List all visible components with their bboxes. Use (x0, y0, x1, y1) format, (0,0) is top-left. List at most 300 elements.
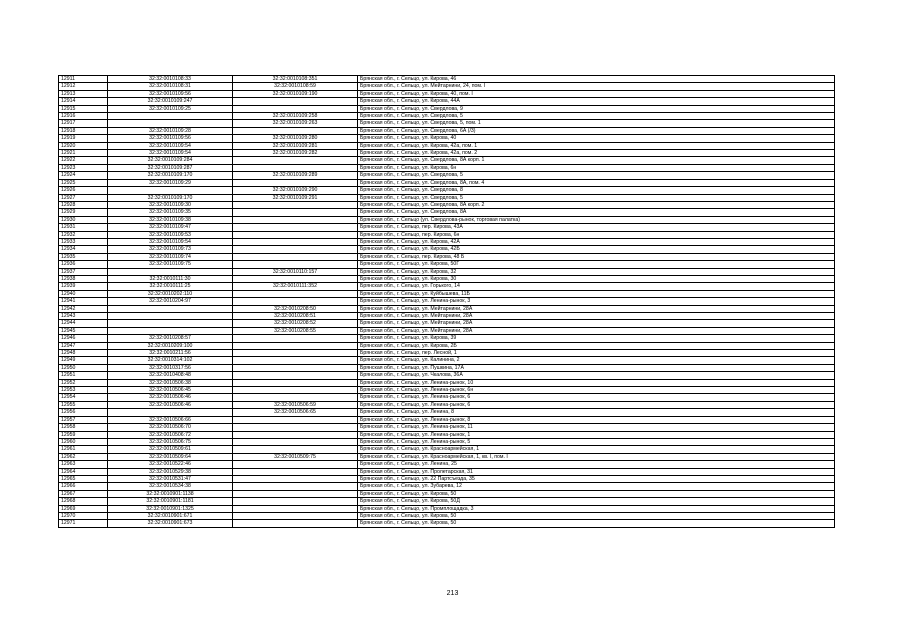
object-cadastral-number-cell (233, 468, 358, 475)
object-cadastral-number-cell (233, 105, 358, 112)
table-row (59, 446, 835, 453)
object-cadastral-number-cell (233, 201, 358, 208)
table-row (59, 150, 835, 157)
table-row (59, 224, 835, 231)
cadastral-number-cell: 32:32:0010522:46 (108, 461, 233, 468)
table-row (59, 179, 835, 186)
cadastral-number-cell: 32:32:0010506:46 (108, 401, 233, 408)
address-cell: Брянская обл., г. Сельцо, ул. Пушкина, 17А (358, 364, 835, 371)
object-cadastral-number-cell (233, 179, 358, 186)
table-row (59, 394, 835, 401)
object-cadastral-number-cell: 32:32:0010509:75 (233, 453, 358, 460)
table-body (59, 76, 835, 528)
object-cadastral-number-cell (233, 253, 358, 260)
row-number-cell: 12952 (59, 379, 108, 386)
table-row (59, 268, 835, 275)
object-cadastral-number-cell (233, 483, 358, 490)
address-cell: Брянская обл., г. Сельцо, пер. Кирова, 43А (358, 224, 835, 231)
address-cell: Брянская обл., г. Сельцо, ул. Мейтарнини, 28А (358, 305, 835, 312)
cadastral-number-cell: 32:32:0010509:64 (108, 453, 233, 460)
address-cell: Брянская обл., г. Сельцо (ул. Свердлова-рынок, торговая палатка) (358, 216, 835, 223)
address-cell: Брянская обл., г. Сельцо, ул. Кирова, 50Д (358, 498, 835, 505)
cadastral-number-cell: 32:32:0010109:170 (108, 172, 233, 179)
table-row (59, 298, 835, 305)
address-cell: Брянская обл., г. Сельцо, ул. Свердлова, 5 (358, 172, 835, 179)
row-number-cell: 12936 (59, 261, 108, 268)
row-number-cell: 12957 (59, 416, 108, 423)
object-cadastral-number-cell (233, 505, 358, 512)
object-cadastral-number-cell (233, 290, 358, 297)
table-row (59, 283, 835, 290)
object-cadastral-number-cell (233, 335, 358, 342)
object-cadastral-number-cell: 32:32:0010109:190 (233, 90, 358, 97)
table-row (59, 305, 835, 312)
address-cell: Брянская обл., г. Сельцо, ул. Кирова, 2Б (358, 342, 835, 349)
table-row (59, 431, 835, 438)
table-row (59, 127, 835, 134)
row-number-cell: 12959 (59, 431, 108, 438)
table-row (59, 416, 835, 423)
object-cadastral-number-cell (233, 438, 358, 445)
object-cadastral-number-cell (233, 127, 358, 134)
address-cell: Брянская обл., г. Сельцо, ул. Кирова, 39 (358, 335, 835, 342)
cadastral-number-cell: 32:32:0010209:100 (108, 342, 233, 349)
table-row (59, 246, 835, 253)
table-row (59, 379, 835, 386)
cadastral-number-cell: 32:32:0010901:671 (108, 512, 233, 519)
object-cadastral-number-cell (233, 475, 358, 482)
table-row (59, 90, 835, 97)
object-cadastral-number-cell: 32:32:0010109:280 (233, 135, 358, 142)
cadastral-number-cell: 32:32:0010109:54 (108, 150, 233, 157)
row-number-cell: 12946 (59, 335, 108, 342)
address-cell: Брянская обл., г. Сельцо, ул. Ленина-рынок, 6н (358, 387, 835, 394)
cadastral-number-cell: 32:32:0010109:284 (108, 157, 233, 164)
row-number-cell: 12940 (59, 290, 108, 297)
row-number-cell: 12925 (59, 179, 108, 186)
table-row (59, 120, 835, 127)
address-cell: Брянская обл., г. Сельцо, ул. Ленина-рынок, 5 (358, 438, 835, 445)
address-cell: Брянская обл., г. Сельцо, ул. Ленина-рынок, 11 (358, 424, 835, 431)
row-number-cell: 12931 (59, 224, 108, 231)
object-cadastral-number-cell (233, 387, 358, 394)
address-cell: Брянская обл., г. Сельцо, ул. Красноармейская, 1, кв. I, пом. I (358, 453, 835, 460)
cadastral-number-cell: 32:32:0010109:73 (108, 246, 233, 253)
table-row (59, 187, 835, 194)
row-number-cell: 12911 (59, 76, 108, 83)
row-number-cell: 12948 (59, 350, 108, 357)
row-number-cell: 12960 (59, 438, 108, 445)
page-number: 213 (446, 590, 459, 597)
table-row (59, 357, 835, 364)
cadastral-number-cell: 32:32:0010109:75 (108, 261, 233, 268)
address-cell: Брянская обл., г. Сельцо, пер. Лесной, 1 (358, 350, 835, 357)
object-cadastral-number-cell: 32:32:0010109:281 (233, 142, 358, 149)
table-row (59, 238, 835, 245)
object-cadastral-number-cell: 32:32:0010108:59 (233, 83, 358, 90)
address-cell: Брянская обл., г. Сельцо, ул. Ленина-рынок, 8 (358, 416, 835, 423)
cadastral-number-cell: 32:32:0010506:75 (108, 438, 233, 445)
object-cadastral-number-cell (233, 298, 358, 305)
address-cell: Брянская обл., г. Сельцо, пер. Кирова, 48 Б (358, 253, 835, 260)
cadastral-number-cell: 32:32:0010109:47 (108, 224, 233, 231)
row-number-cell: 12968 (59, 498, 108, 505)
table-row (59, 164, 835, 171)
object-cadastral-number-cell: 32:32:0010208:50 (233, 305, 358, 312)
object-cadastral-number-cell: 32:32:0010109:282 (233, 150, 358, 157)
address-cell: Брянская обл., г. Сельцо, ул. Ленина-рынок, 6 (358, 401, 835, 408)
address-cell: Брянская обл., г. Сельцо, ул. Ленина, 25 (358, 461, 835, 468)
table-row (59, 83, 835, 90)
address-cell: Брянская обл., г. Сельцо, ул. Свердлова, 8А корп. 1 (358, 157, 835, 164)
cadastral-number-cell: 32:32:0010204:97 (108, 298, 233, 305)
row-number-cell: 12933 (59, 238, 108, 245)
cadastral-number-cell: 32:32:0010506:70 (108, 424, 233, 431)
row-number-cell: 12934 (59, 246, 108, 253)
row-number-cell: 12916 (59, 113, 108, 120)
row-number-cell: 12963 (59, 461, 108, 468)
address-cell: Брянская обл., г. Сельцо, ул. Свердлова, 5, пом. 1 (358, 120, 835, 127)
row-number-cell: 12937 (59, 268, 108, 275)
row-number-cell: 12930 (59, 216, 108, 223)
cadastral-number-cell: 32:32:0010109:74 (108, 253, 233, 260)
row-number-cell: 12942 (59, 305, 108, 312)
object-cadastral-number-cell (233, 520, 358, 527)
object-cadastral-number-cell: 32:32:0010109:263 (233, 120, 358, 127)
cadastral-number-cell: 32:32:0010901:1325 (108, 505, 233, 512)
address-cell: Брянская обл., г. Сельцо, ул. Мейтарнини, 28А (358, 327, 835, 334)
object-cadastral-number-cell: 32:32:0010506:59 (233, 401, 358, 408)
cadastral-number-cell: 32:32:0010506:46 (108, 394, 233, 401)
cadastral-number-cell: 32:32:0010531:47 (108, 475, 233, 482)
cadastral-number-cell: 32:32:0010506:66 (108, 416, 233, 423)
object-cadastral-number-cell: 32:32:0010109:290 (233, 187, 358, 194)
table-row (59, 290, 835, 297)
row-number-cell: 12941 (59, 298, 108, 305)
object-cadastral-number-cell (233, 157, 358, 164)
table-row (59, 468, 835, 475)
address-cell: Брянская обл., г. Сельцо, ул. Свердлова, 8 (358, 187, 835, 194)
table-row (59, 409, 835, 416)
row-number-cell: 12915 (59, 105, 108, 112)
address-cell: Брянская обл., г. Сельцо, ул. Кирова, 44А (358, 98, 835, 105)
object-cadastral-number-cell (233, 224, 358, 231)
row-number-cell: 12965 (59, 475, 108, 482)
address-cell: Брянская обл., г. Сельцо, ул. Кирова, 42Б (358, 246, 835, 253)
row-number-cell: 12932 (59, 231, 108, 238)
table-row (59, 216, 835, 223)
cadastral-number-cell: 32:32:0010317:56 (108, 364, 233, 371)
row-number-cell: 12967 (59, 490, 108, 497)
address-cell: Брянская обл., г. Сельцо, ул. Ленина-рынок, 1 (358, 431, 835, 438)
row-number-cell: 12962 (59, 453, 108, 460)
object-cadastral-number-cell (233, 372, 358, 379)
address-cell: Брянская обл., г. Сельцо, ул. Чкалова, 36А (358, 372, 835, 379)
address-cell: Брянская обл., г. Сельцо, ул. Кирова, 46 (358, 76, 835, 83)
table-row (59, 483, 835, 490)
table-row (59, 520, 835, 527)
row-number-cell: 12912 (59, 83, 108, 90)
table-row (59, 505, 835, 512)
row-number-cell: 12966 (59, 483, 108, 490)
cadastral-number-cell: 32:32:0010529:38 (108, 468, 233, 475)
object-cadastral-number-cell (233, 231, 358, 238)
object-cadastral-number-cell: 32:32:0010208:51 (233, 313, 358, 320)
cadastral-number-cell: 32:32:0010901:673 (108, 520, 233, 527)
cadastral-number-cell (108, 268, 233, 275)
row-number-cell: 12938 (59, 275, 108, 282)
address-cell: Брянская обл., г. Сельцо, ул. Свердлова, 8А, пом. 4 (358, 179, 835, 186)
object-cadastral-number-cell (233, 164, 358, 171)
address-cell: Брянская обл., г. Сельцо, ул. Куйбышева, 11Б (358, 290, 835, 297)
object-cadastral-number-cell: 32:32:0010208:55 (233, 327, 358, 334)
object-cadastral-number-cell (233, 461, 358, 468)
object-cadastral-number-cell (233, 512, 358, 519)
row-number-cell: 12945 (59, 327, 108, 334)
object-cadastral-number-cell (233, 342, 358, 349)
address-cell: Брянская обл., г. Сельцо, ул. Кирова, 50Г (358, 261, 835, 268)
row-number-cell: 12971 (59, 520, 108, 527)
cadastral-number-cell: 32:32:0010506:72 (108, 431, 233, 438)
table-row (59, 438, 835, 445)
row-number-cell: 12943 (59, 313, 108, 320)
object-cadastral-number-cell (233, 490, 358, 497)
cadastral-number-cell: 32:32:0010111:25 (108, 283, 233, 290)
row-number-cell: 12935 (59, 253, 108, 260)
cadastral-number-cell: 32:32:0010534:38 (108, 483, 233, 490)
object-cadastral-number-cell (233, 357, 358, 364)
address-cell: Брянская обл., г. Сельцо, ул. Кирова, 40 (358, 135, 835, 142)
row-number-cell: 12944 (59, 320, 108, 327)
row-number-cell: 12914 (59, 98, 108, 105)
address-cell: Брянская обл., г. Сельцо, ул. Мейтарнини, 24, пом. I (358, 83, 835, 90)
address-cell: Брянская обл., г. Сельцо, ул. Кирова, 50 (358, 490, 835, 497)
address-cell: Брянская обл., г. Сельцо, пер. Кирова, 6н (358, 231, 835, 238)
address-cell: Брянская обл., г. Сельцо, ул. Свердлова, 5 (358, 194, 835, 201)
table-row (59, 342, 835, 349)
cadastral-number-cell (108, 327, 233, 334)
table-row (59, 335, 835, 342)
cadastral-number-cell: 32:32:0010109:56 (108, 90, 233, 97)
address-cell: Брянская обл., г. Сельцо, ул. Зубарева, 12 (358, 483, 835, 490)
table-row (59, 275, 835, 282)
object-cadastral-number-cell (233, 431, 358, 438)
table-row (59, 113, 835, 120)
table-row (59, 512, 835, 519)
object-cadastral-number-cell: 32:32:0010109:258 (233, 113, 358, 120)
row-number-cell: 12951 (59, 372, 108, 379)
object-cadastral-number-cell: 32:32:0010108:351 (233, 76, 358, 83)
object-cadastral-number-cell (233, 446, 358, 453)
table-row (59, 475, 835, 482)
table-row (59, 364, 835, 371)
address-cell: Брянская обл., г. Сельцо, ул. Свердлова, 5 (358, 113, 835, 120)
row-number-cell: 12939 (59, 283, 108, 290)
row-number-cell: 12921 (59, 150, 108, 157)
cadastral-number-cell: 32:32:0010109:247 (108, 98, 233, 105)
row-number-cell: 12918 (59, 127, 108, 134)
row-number-cell: 12919 (59, 135, 108, 142)
table-row (59, 453, 835, 460)
cadastral-number-cell (108, 187, 233, 194)
object-cadastral-number-cell (233, 498, 358, 505)
address-cell: Брянская обл., г. Сельцо, ул. Мейтарнини, 28А (358, 313, 835, 320)
address-cell: Брянская обл., г. Сельцо, ул. Кирова, 40, пом. I (358, 90, 835, 97)
row-number-cell: 12923 (59, 164, 108, 171)
cadastral-number-cell: 32:32:0010108:33 (108, 76, 233, 83)
address-cell: Брянская обл., г. Сельцо, ул. Свердлова, 8А (358, 209, 835, 216)
object-cadastral-number-cell: 32:32:0010208:52 (233, 320, 358, 327)
cadastral-number-cell: 32:32:0010211:56 (108, 350, 233, 357)
table-row (59, 424, 835, 431)
object-cadastral-number-cell (233, 379, 358, 386)
table-row (59, 98, 835, 105)
address-cell: Брянская обл., г. Сельцо, ул. Ленина-рынок, 3 (358, 298, 835, 305)
address-cell: Брянская обл., г. Сельцо, ул. Пролетарская, 31 (358, 468, 835, 475)
cadastral-number-cell: 32:32:0010109:38 (108, 216, 233, 223)
row-number-cell: 12917 (59, 120, 108, 127)
cadastral-number-cell: 32:32:0010408:48 (108, 372, 233, 379)
object-cadastral-number-cell (233, 275, 358, 282)
table-row (59, 387, 835, 394)
table-row (59, 261, 835, 268)
address-cell: Брянская обл., г. Сельцо, ул. Кирова, 50 (358, 512, 835, 519)
row-number-cell: 12961 (59, 446, 108, 453)
cadastral-number-cell: 32:32:0010108:31 (108, 83, 233, 90)
address-cell: Брянская обл., г. Сельцо, ул. Кирова, 6н (358, 164, 835, 171)
table-row (59, 231, 835, 238)
object-cadastral-number-cell (233, 416, 358, 423)
row-number-cell: 12928 (59, 201, 108, 208)
object-cadastral-number-cell: 32:32:0010109:291 (233, 194, 358, 201)
object-cadastral-number-cell: 32:32:0010109:289 (233, 172, 358, 179)
table-row (59, 76, 835, 83)
address-cell: Брянская обл., г. Сельцо, ул. Калинина, 2 (358, 357, 835, 364)
cadastral-number-cell: 32:32:0010109:25 (108, 105, 233, 112)
address-cell: Брянская обл., г. Сельцо, ул. Кирова, 42А (358, 238, 835, 245)
address-cell: Брянская обл., г. Сельцо, ул. Кирова, 32 (358, 268, 835, 275)
table-row (59, 172, 835, 179)
table-row (59, 194, 835, 201)
cadastral-number-cell: 32:32:0010506:45 (108, 387, 233, 394)
address-cell: Брянская обл., г. Сельцо, ул. Свердлова, 8А корп. 2 (358, 201, 835, 208)
cadastral-number-cell (108, 313, 233, 320)
object-cadastral-number-cell (233, 209, 358, 216)
object-cadastral-number-cell (233, 98, 358, 105)
table-row (59, 350, 835, 357)
row-number-cell: 12924 (59, 172, 108, 179)
address-cell: Брянская обл., г. Сельцо, ул. Мейтарнини, 28А (358, 320, 835, 327)
cadastral-number-cell: 32:32:0010109:54 (108, 238, 233, 245)
table-row (59, 105, 835, 112)
address-cell: Брянская обл., г. Сельцо, ул. 22 Партсъезда, 35 (358, 475, 835, 482)
cadastral-number-cell: 32:32:0010109:56 (108, 135, 233, 142)
object-cadastral-number-cell: 32:32:0010110:157 (233, 268, 358, 275)
address-cell: Брянская обл., г. Сельцо, ул. Кирова, 50 (358, 520, 835, 527)
row-number-cell: 12969 (59, 505, 108, 512)
object-cadastral-number-cell (233, 216, 358, 223)
cadastral-number-cell (108, 320, 233, 327)
cadastral-number-cell: 32:32:0010109:287 (108, 164, 233, 171)
table-row (59, 209, 835, 216)
table-row (59, 461, 835, 468)
cadastral-number-cell: 32:32:0010901:1181 (108, 498, 233, 505)
table-row (59, 201, 835, 208)
cadastral-number-cell: 32:32:0010109:170 (108, 194, 233, 201)
table-row (59, 401, 835, 408)
row-number-cell: 12949 (59, 357, 108, 364)
cadastral-number-cell (108, 113, 233, 120)
object-cadastral-number-cell (233, 394, 358, 401)
address-cell: Брянская обл., г. Сельцо, ул. Кирова, 42а, пом. 1 (358, 142, 835, 149)
table-row (59, 157, 835, 164)
table-row (59, 320, 835, 327)
cadastral-number-cell: 32:32:0010202:110 (108, 290, 233, 297)
cadastral-number-cell: 32:32:0010109:53 (108, 231, 233, 238)
row-number-cell: 12950 (59, 364, 108, 371)
table-row (59, 313, 835, 320)
object-cadastral-number-cell (233, 261, 358, 268)
row-number-cell: 12929 (59, 209, 108, 216)
row-number-cell: 12956 (59, 409, 108, 416)
row-number-cell: 12926 (59, 187, 108, 194)
cadastral-number-cell: 32:32:0010111:30 (108, 275, 233, 282)
row-number-cell: 12964 (59, 468, 108, 475)
row-number-cell: 12927 (59, 194, 108, 201)
address-cell: Брянская обл., г. Сельцо, ул. Красноармейская, 1 (358, 446, 835, 453)
row-number-cell: 12954 (59, 394, 108, 401)
row-number-cell: 12953 (59, 387, 108, 394)
address-cell: Брянская обл., г. Сельцо, ул. Свердлова, 6А (/3) (358, 127, 835, 134)
object-cadastral-number-cell (233, 424, 358, 431)
cadastral-number-cell: 32:32:0010506:38 (108, 379, 233, 386)
table-row (59, 253, 835, 260)
cadastral-number-cell (108, 305, 233, 312)
cadastral-number-cell: 32:32:0010109:28 (108, 127, 233, 134)
address-cell: Брянская обл., г. Сельцо, ул. Кирова, 42а, пом. 2 (358, 150, 835, 157)
row-number-cell: 12970 (59, 512, 108, 519)
row-number-cell: 12913 (59, 90, 108, 97)
object-cadastral-number-cell (233, 364, 358, 371)
cadastral-number-cell: 32:32:0010208:57 (108, 335, 233, 342)
row-number-cell: 12958 (59, 424, 108, 431)
row-number-cell: 12922 (59, 157, 108, 164)
address-cell: Брянская обл., г. Сельцо, ул. Свердлова, 9 (358, 105, 835, 112)
table-row (59, 135, 835, 142)
cadastral-number-cell: 32:32:0010109:35 (108, 209, 233, 216)
cadastral-number-cell: 32:32:0010109:29 (108, 179, 233, 186)
object-cadastral-number-cell (233, 350, 358, 357)
address-cell: Брянская обл., г. Сельцо, ул. Ленина-рынок, 6 (358, 394, 835, 401)
address-cell: Брянская обл., г. Сельцо, ул. Горького, 14 (358, 283, 835, 290)
cadastral-number-cell (108, 120, 233, 127)
address-cell: Брянская обл., г. Сельцо, ул. Ленина, 8 (358, 409, 835, 416)
address-cell: Брянская обл., г. Сельцо, ул. Ленина-рынок, 10 (358, 379, 835, 386)
table-row (59, 372, 835, 379)
table-row (59, 490, 835, 497)
cadastral-table (58, 75, 835, 528)
table-row (59, 327, 835, 334)
object-cadastral-number-cell: 32:32:0010111:352 (233, 283, 358, 290)
address-cell: Брянская обл., г. Сельцо, ул. Кирова, 30 (358, 275, 835, 282)
cadastral-number-cell: 32:32:0010509:61 (108, 446, 233, 453)
cadastral-number-cell: 32:32:0010109:30 (108, 201, 233, 208)
cadastral-number-cell: 32:32:0010901:1138 (108, 490, 233, 497)
object-cadastral-number-cell: 32:32:0010506:65 (233, 409, 358, 416)
object-cadastral-number-cell (233, 238, 358, 245)
cadastral-number-cell (108, 409, 233, 416)
address-cell: Брянская обл., г. Сельцо, ул. Промплощадка, 3 (358, 505, 835, 512)
